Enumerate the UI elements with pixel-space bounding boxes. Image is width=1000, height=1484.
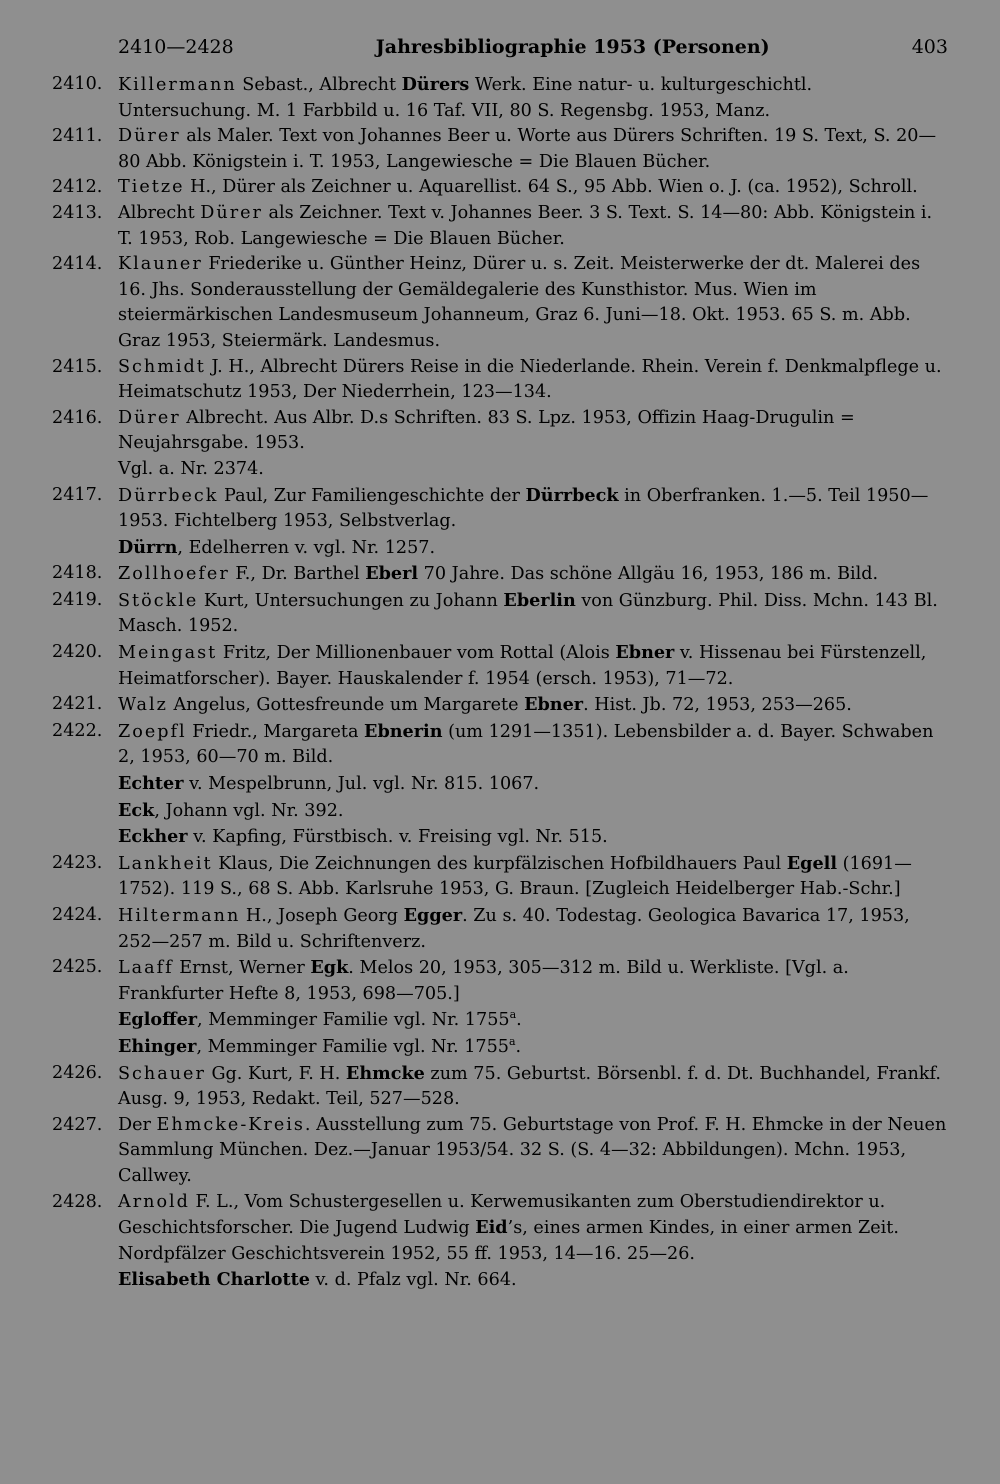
entry-body	[118, 561, 948, 588]
author-name: Klauner	[118, 254, 203, 275]
entry-text: (um 1291—1351). Lebensbilder a. d. Bayer. Schwaben 2, 1953, 60—70 m. Bild.	[118, 721, 934, 768]
entry-text: , Johann vgl. Nr. 392.	[154, 800, 344, 821]
lemma-bold: Ebner	[615, 642, 675, 664]
author-name: Dürer	[200, 202, 263, 223]
author-name: Dürer	[118, 407, 181, 428]
entry-number: 2420.	[52, 642, 103, 663]
author-name: Laaff	[118, 958, 174, 979]
entry-number: 2412.	[52, 177, 103, 198]
entry-number: 2415.	[52, 356, 103, 377]
bibliography-entry	[52, 692, 948, 719]
entry-body	[118, 355, 948, 406]
entry-text: .	[516, 1010, 522, 1031]
author-name: Zoepfl	[118, 721, 187, 742]
entry-body	[118, 903, 948, 955]
author-name: Schmidt	[118, 356, 206, 377]
entry-text: 70 Jahre. Das schöne Allgäu 16, 1953, 186 m. Bild.	[418, 564, 879, 585]
entry-text: Werk. Eine natur- u. kulturgeschichtl. Untersuchung. M. 1 Farbbild u. 16 Taf. VII, 80 S. Regensbg. 1953, Manz.	[118, 75, 813, 121]
entry-number: 2414.	[52, 254, 103, 275]
entry-text: , Memminger Familie vgl. Nr. 1755	[196, 1036, 509, 1057]
entry-body	[118, 72, 948, 124]
bibliography-entry	[52, 406, 948, 457]
entry-number: 2419.	[52, 589, 103, 610]
bibliography-entry	[52, 561, 948, 588]
lemma-bold: Ebner	[524, 694, 584, 716]
entry-text: zum 75. Geburtst. Börsenbl. f. d. Dt. Buchhandel, Frankf. Ausg. 9, 1953, Redakt. Teil, 527—528.	[118, 1063, 942, 1110]
entry-text: . Ausstellung zum 75. Geburtstage von Prof. F. H. Ehmcke in der Neuen Sammlung München. Dez.—Januar 1953/54. 32 S. (S. 4—32: Abbildungen). Mchn. 1953, Callwey.	[118, 1114, 947, 1186]
cross-reference	[52, 798, 948, 825]
bibliography-entry	[52, 851, 948, 903]
lemma-bold: Dürrbeck	[525, 484, 619, 506]
entry-text: (1691—1752). 119 S., 68 S. Abb. Karlsruhe 1953, G. Braun. [Zugleich Heidelberger Hab.-Schr.]	[118, 853, 912, 900]
entry-text: F., Dr. Barthel	[229, 564, 366, 585]
author-name: Killermann	[118, 75, 237, 95]
author-name: Ehmcke-Kreis	[156, 1114, 305, 1135]
bibliography-entry	[52, 903, 948, 955]
lemma-bold: Dürrn	[118, 536, 178, 558]
entry-body	[118, 1190, 948, 1268]
bibliography-entry	[52, 640, 948, 692]
lemma-bold: Egell	[786, 852, 838, 874]
lemma-bold: Ebnerin	[364, 720, 443, 742]
entry-text: . Zu s. 40. Todestag. Geologica Bavarica 17, 1953, 252—257 m. Bild u. Schriftenverz.	[118, 906, 910, 952]
entry-text: Paul, Zur Familiengeschichte der	[218, 485, 526, 506]
entry-body	[118, 1113, 948, 1190]
entry-body	[118, 851, 948, 903]
entry-number: 2424.	[52, 905, 103, 925]
entry-number: 2423.	[52, 852, 103, 873]
bibliography-entry	[52, 252, 948, 354]
entry-text: Sebast., Albrecht	[236, 75, 402, 95]
entry-text: Kurt, Untersuchungen zu Johann	[198, 590, 504, 611]
entry-number: 2410.	[52, 74, 103, 94]
entry-text: Ernst, Werner	[173, 958, 311, 979]
bibliography-entry	[52, 955, 948, 1007]
entry-text: Vgl. a. Nr. 2374.	[118, 458, 264, 479]
entry-text: , Memminger Familie vgl. Nr. 1755	[197, 1010, 510, 1031]
entry-text: . Hist. Jb. 72, 1953, 253—265.	[583, 695, 852, 716]
bibliography-entry	[52, 483, 948, 535]
entry-text: ’s, eines armen Kindes, in einer armen Zeit. Nordpfälzer Geschichtsverein 1952, 55 ff. 1953, 14—16. 25—26.	[118, 1218, 899, 1264]
author-name: Arnold	[118, 1191, 190, 1212]
author-name: Tietze	[118, 177, 185, 198]
entry-text: als Maler. Text von Johannes Beer u. Worte aus Dürers Schriften. 19 S. Text, S. 20—80 Abb. Königstein i. T. 1953, Langewiesche = Die Blauen Bücher.	[118, 126, 937, 172]
entry-text: Friederike u. Günther Heinz, Dürer u. s. Zeit. Meisterwerke der dt. Malerei des 16. Jhs. Sonderausstellung der Gemäldegalerie des Kunsthistor. Mus. Wien im steiermärkischen Landesmuseum Johanneum, Graz 6. Juni—18. Okt. 1953. 65 S. m. Abb. Graz 1953, Steiermärk. Landesmus.	[118, 254, 921, 351]
entry-number: 2417.	[52, 484, 103, 505]
entry-number: 2413.	[52, 202, 103, 223]
entry-number: 2426.	[52, 1062, 103, 1083]
bibliography-entry	[52, 1190, 948, 1268]
lemma-bold: Egger	[403, 905, 463, 926]
entry-text: Angelus, Gottesfreunde um Margarete	[167, 695, 525, 716]
lemma-bold: Ehinger	[118, 1035, 197, 1057]
cross-reference	[52, 1007, 948, 1034]
entry-number: 2425.	[52, 957, 103, 978]
cross-reference	[52, 1267, 948, 1294]
cross-reference	[52, 1034, 948, 1061]
lemma-bold: Eck	[118, 799, 155, 821]
bibliography-entry	[52, 124, 948, 175]
lemma-bold: Dürers	[401, 74, 470, 95]
author-name: Meingast	[118, 643, 218, 664]
entry-text: v. d. Pfalz vgl. Nr. 664.	[309, 1270, 517, 1291]
superscript: a	[509, 1008, 517, 1022]
author-name: Lankheit	[118, 853, 213, 874]
bibliography-entry	[52, 1061, 948, 1113]
entry-body	[118, 175, 948, 201]
entry-body	[118, 692, 948, 719]
author-name: Walz	[118, 695, 168, 716]
entry-text: J. H., Albrecht Dürers Reise in die Niederlande. Rhein. Verein f. Denkmalpflege u. Heimatschutz 1953, Der Niederrhein, 123—134.	[118, 356, 942, 403]
entry-text: Fritz, Der Millionenbauer vom Rottal (Alois	[217, 643, 616, 664]
superscript: a	[508, 1035, 516, 1049]
entry-text: H., Joseph Georg	[240, 906, 404, 926]
lemma-bold: Eberlin	[503, 589, 576, 611]
entry-text: von Günzburg. Phil. Diss. Mchn. 143 Bl. Masch. 1952.	[118, 590, 938, 637]
entry-text: Albrecht	[118, 202, 201, 223]
entry-text: Klaus, Die Zeichnungen des kurpfälzischen Hofbildhauers Paul	[212, 853, 787, 874]
entry-body	[118, 124, 948, 175]
author-name: Stöckle	[118, 590, 199, 611]
bibliography-list	[52, 72, 948, 1294]
entry-number: 2427.	[52, 1114, 103, 1135]
entry-number: 2418.	[52, 563, 103, 584]
entry-text: .	[515, 1036, 522, 1057]
entry-body	[118, 483, 948, 535]
entry-text: als Zeichner. Text v. Johannes Beer. 3 S. Text. S. 14—80: Abb. Königstein i. T. 1953, Rob. Langewiesche = Die Blauen Bücher.	[118, 202, 933, 249]
header-range: 2410—2428	[118, 36, 234, 58]
entry-body	[118, 588, 948, 640]
page-number: 403	[911, 36, 948, 58]
lemma-bold: Echter	[118, 773, 184, 795]
bibliography-entry	[52, 175, 948, 201]
entry-text: Gg. Kurt, F. H.	[205, 1063, 346, 1084]
cross-reference	[52, 457, 948, 483]
bibliography-entry	[52, 1113, 948, 1190]
entry-number: 2428.	[52, 1191, 103, 1212]
lemma-bold: Egk	[310, 957, 349, 979]
entry-body	[118, 955, 948, 1007]
author-name: Dürer	[118, 126, 181, 147]
entry-body	[118, 640, 948, 692]
entry-number: 2411.	[52, 126, 103, 147]
entry-text: . Melos 20, 1953, 305—312 m. Bild u. Werkliste. [Vgl. a. Frankfurter Hefte 8, 1953, 698—705.]	[118, 958, 849, 1004]
entry-body	[118, 406, 948, 457]
entry-number: 2422.	[52, 720, 103, 741]
bibliography-entry	[52, 201, 948, 252]
cross-reference	[52, 824, 948, 851]
author-name: Hiltermann	[118, 906, 241, 926]
lemma-bold: Egloffer	[118, 1009, 198, 1031]
bibliography-entry	[52, 72, 948, 124]
entry-text: in Oberfranken. 1.—5. Teil 1950—1953. Fichtelberg 1953, Selbstverlag.	[118, 485, 929, 532]
entry-body	[118, 1061, 948, 1113]
author-name: Schauer	[118, 1063, 206, 1084]
bibliography-entry	[52, 719, 948, 771]
lemma-bold: Elisabeth Charlotte	[118, 1269, 310, 1291]
entry-text: v. Hissenau bei Fürstenzell, Heimatforscher). Bayer. Hauskalender f. 1954 (ersch. 1953), 71—72.	[118, 643, 927, 689]
entry-text: Der	[118, 1114, 157, 1135]
entry-number: 2421.	[52, 694, 103, 715]
bibliography-entry	[52, 355, 948, 406]
entry-body	[118, 201, 948, 252]
cross-reference	[52, 771, 948, 798]
entry-text: H., Dürer als Zeichner u. Aquarellist. 64 S., 95 Abb. Wien o. J. (ca. 1952), Schroll.	[184, 177, 918, 198]
entry-text: v. Kapfing, Fürstbisch. v. Freising vgl. Nr. 515.	[187, 827, 608, 848]
author-name: Dürrbeck	[118, 485, 219, 506]
entry-text: Friedr., Margareta	[186, 721, 365, 742]
entry-text: F. L., Vom Schustergesellen u. Kerwemusikanten zum Oberstudiendirektor u. Geschichtsforscher. Die Jugend Ludwig	[118, 1191, 886, 1239]
entry-body	[118, 719, 948, 771]
lemma-bold: Ehmcke	[345, 1062, 425, 1084]
author-name: Zollhoefer	[118, 564, 230, 585]
entry-number: 2416.	[52, 407, 103, 428]
lemma-bold: Eckher	[118, 826, 188, 848]
lemma-bold: Eberl	[365, 563, 419, 585]
lemma-bold: Eid	[475, 1217, 508, 1239]
cross-reference	[52, 535, 948, 562]
header-title: Jahresbibliographie 1953 (Personen)	[375, 36, 770, 58]
entry-body	[118, 252, 948, 354]
bibliography-entry	[52, 588, 948, 640]
entry-text: , Edelherren v. vgl. Nr. 1257.	[177, 537, 436, 558]
running-header	[118, 30, 948, 64]
entry-text: v. Mespelbrunn, Jul. vgl. Nr. 815. 1067.	[183, 774, 540, 795]
entry-text: Albrecht. Aus Albr. D.s Schriften. 83 S. Lpz. 1953, Offizin Haag-Drugulin = Neujahrsgabe. 1953.	[118, 407, 855, 454]
